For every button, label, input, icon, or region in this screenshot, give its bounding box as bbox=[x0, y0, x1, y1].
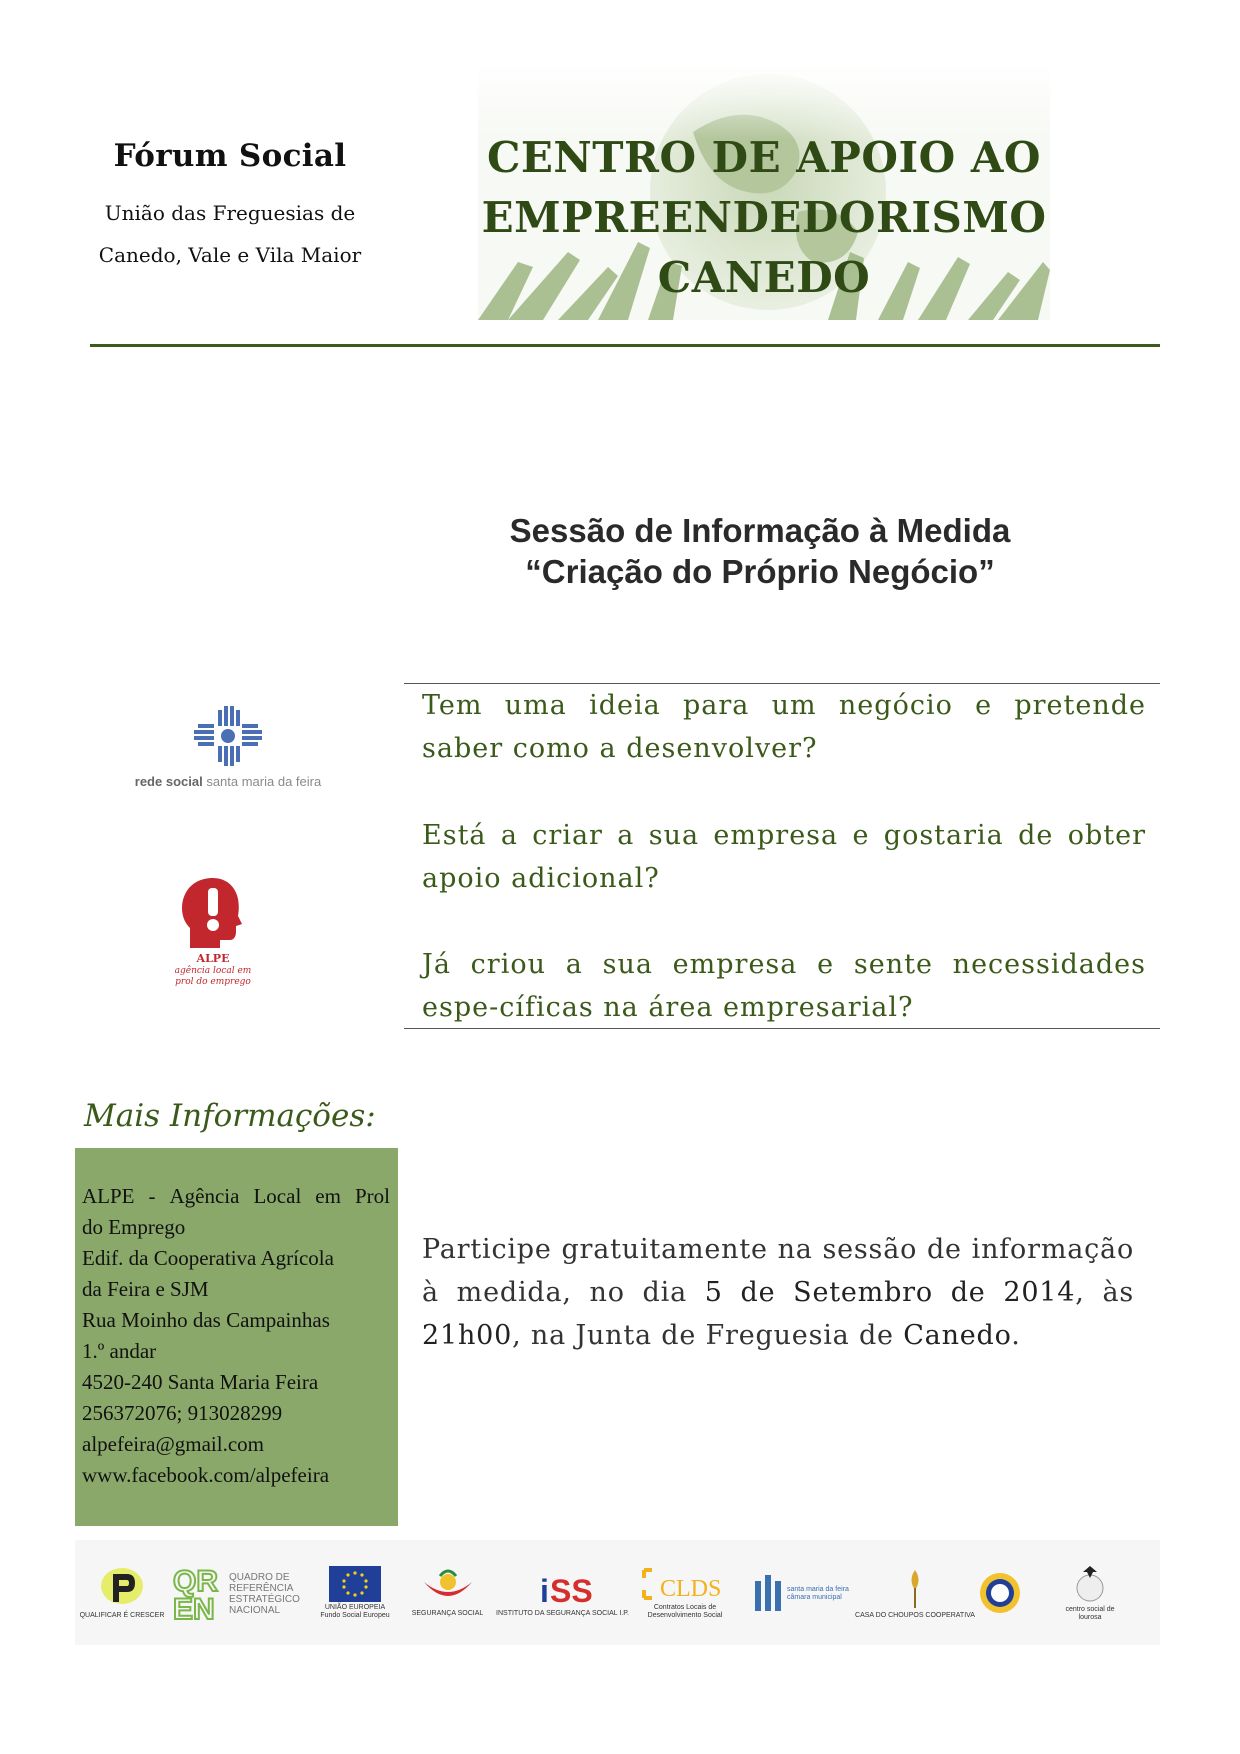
camara-logo: santa maria da feira câmara municipal bbox=[750, 1540, 860, 1645]
alpe-logo-name: ALPE bbox=[196, 952, 230, 965]
qualificar-logo: QUALIFICAR É CRESCER bbox=[87, 1540, 157, 1645]
contact-postal: 4520-240 Santa Maria Feira bbox=[82, 1370, 319, 1394]
qualificar-icon bbox=[99, 1566, 145, 1610]
contact-line: Edif. da Cooperativa Agrícola bbox=[82, 1246, 334, 1270]
session-date: 5 de Setembro de 2014 bbox=[704, 1277, 1076, 1308]
contact-floor: 1.º andar bbox=[82, 1339, 157, 1363]
contact-facebook[interactable]: www.facebook.com/alpefeira bbox=[82, 1463, 330, 1487]
eu-flag-icon bbox=[329, 1566, 381, 1602]
aab-badge-icon bbox=[978, 1571, 1022, 1615]
wheat-icon bbox=[900, 1566, 930, 1610]
clds-icon bbox=[640, 1566, 730, 1602]
session-title bbox=[400, 510, 1120, 592]
qren-icon bbox=[171, 1563, 229, 1626]
question-creating: Está a criar a sua empresa e gostaria de obter apoio adicional? bbox=[422, 820, 1146, 894]
session-time: 21h00 bbox=[422, 1320, 513, 1351]
rede-social-label: rede social santa maria da feira bbox=[134, 774, 322, 789]
session-place: Canedo bbox=[903, 1320, 1012, 1351]
centre-title bbox=[478, 128, 1050, 308]
question-existing: Já criou a sua empresa e sente necessidades espe-cíficas na área empresarial? bbox=[422, 949, 1146, 1023]
contact-line: da Feira e SJM bbox=[82, 1277, 209, 1301]
session-title-line2: “Criação do Próprio Negócio” bbox=[525, 553, 995, 590]
seguranca-social-logo: SEGURANÇA SOCIAL bbox=[405, 1540, 490, 1645]
casa-povo-logo: CASA DO CHOUPOS COOPERATIVA bbox=[865, 1540, 965, 1645]
contact-address: Rua Moinho das Campainhas bbox=[82, 1308, 330, 1332]
lourosa-logo: centro social de lourosa bbox=[1045, 1540, 1135, 1645]
contact-line: do Emprego bbox=[82, 1215, 186, 1239]
partner-logos-strip bbox=[75, 1540, 1160, 1645]
svg-text:SS: SS bbox=[549, 1572, 593, 1609]
rede-social-hands-icon bbox=[128, 700, 328, 772]
seguranca-social-icon bbox=[418, 1568, 478, 1608]
rede-social-logo bbox=[128, 700, 328, 800]
header-divider bbox=[90, 344, 1160, 347]
contact-phone: 256372076; 913028299 bbox=[82, 1401, 283, 1425]
iss-icon bbox=[538, 1568, 593, 1609]
alpe-logo bbox=[168, 872, 258, 992]
svg-text:EN: EN bbox=[173, 1592, 215, 1626]
lourosa-icon bbox=[1073, 1564, 1107, 1604]
contact-email[interactable]: alpefeira@gmail.com bbox=[82, 1432, 265, 1456]
qren-logo: QR EN QUADRO DE REFERÊNCIA ESTRATÉGICO NACIONAL bbox=[173, 1564, 300, 1626]
forum-subtitle-line2: Canedo, Vale e Vila Maior bbox=[98, 243, 362, 267]
clds-logo: CLDS Contratos Locais de Desenvolvimento Social bbox=[630, 1540, 740, 1645]
alpe-logo-tagline: agência local em prol do emprego bbox=[174, 966, 252, 987]
alpe-head-exclamation-icon bbox=[168, 872, 258, 952]
questions-bottom-rule bbox=[404, 1028, 1160, 1029]
svg-text:QR: QR bbox=[173, 1564, 218, 1598]
aab-logo bbox=[970, 1540, 1030, 1645]
participation-text: Participe gratuitamente na sessão de informação à medida, no dia 5 de Setembro de 2014, às 21h00, na Junta de Freguesia de Canedo. bbox=[422, 1234, 1135, 1351]
centre-title-line2: EMPREENDEDORISMO bbox=[481, 193, 1047, 242]
forum-subtitle bbox=[80, 192, 380, 276]
forum-title: Fórum Social bbox=[113, 138, 347, 174]
session-title-line1: Sessão de Informação à Medida bbox=[509, 512, 1011, 549]
forum-subtitle-line1: União das Freguesias de bbox=[104, 201, 356, 225]
iss-logo: i SS INSTITUTO DA SEGURANÇA SOCIAL I.P. bbox=[505, 1540, 620, 1645]
contact-info-box bbox=[75, 1148, 398, 1526]
ue-logo: UNIÃO EUROPEIA Fundo Social Europeu bbox=[315, 1540, 395, 1645]
question-idea: Tem uma ideia para um negócio e pretende saber como a desenvolver? bbox=[422, 690, 1146, 764]
forum-social-block bbox=[80, 138, 380, 276]
centre-title-line3: CANEDO bbox=[657, 253, 871, 302]
svg-text:CLDS: CLDS bbox=[660, 1575, 722, 1602]
contact-line: ALPE - Agência Local em Prol bbox=[82, 1184, 390, 1208]
camara-icon bbox=[753, 1571, 787, 1615]
centre-title-line1: CENTRO DE APOIO AO bbox=[486, 133, 1042, 182]
more-info-heading: Mais Informações: bbox=[84, 1098, 376, 1134]
svg-text:i: i bbox=[539, 1572, 549, 1609]
